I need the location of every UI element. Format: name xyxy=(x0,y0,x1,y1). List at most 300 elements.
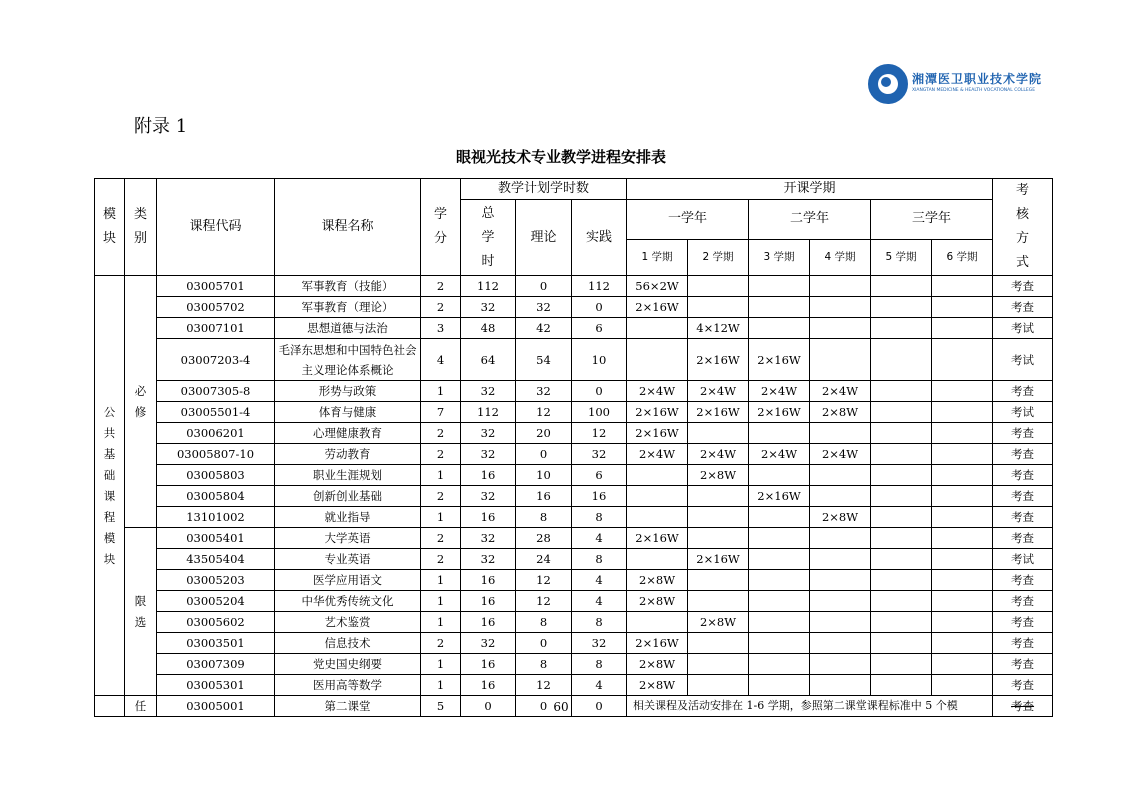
course-name: 医学应用语文 xyxy=(275,570,421,591)
semester-5 xyxy=(871,381,932,402)
semester-note: 相关课程及活动安排在 1-6 学期，参照第二课堂课程标准中 5 个模 xyxy=(627,696,993,717)
course-code: 03007203-4 xyxy=(157,339,275,381)
credit: 1 xyxy=(421,654,461,675)
semester-6 xyxy=(932,276,993,297)
header-year3: 三学年 xyxy=(871,200,993,240)
total-hours: 32 xyxy=(461,486,516,507)
semester-4 xyxy=(810,612,871,633)
credit: 2 xyxy=(421,297,461,318)
practice-hours: 8 xyxy=(572,654,627,675)
practice-hours: 4 xyxy=(572,570,627,591)
semester-5 xyxy=(871,675,932,696)
theory-hours: 0 xyxy=(516,696,572,717)
semester-1: 2×16W xyxy=(627,423,688,444)
exam-method: 考查 xyxy=(993,612,1053,633)
table-row xyxy=(95,381,1053,402)
header-name: 课程名称 xyxy=(275,179,421,276)
table-row xyxy=(95,423,1053,444)
semester-2: 2×16W xyxy=(688,549,749,570)
semester-2 xyxy=(688,675,749,696)
credit: 1 xyxy=(421,612,461,633)
semester-2: 2×8W xyxy=(688,465,749,486)
course-name: 艺术鉴赏 xyxy=(275,612,421,633)
header-sem3: 3 学期 xyxy=(749,239,810,276)
course-code: 43505404 xyxy=(157,549,275,570)
total-hours: 32 xyxy=(461,549,516,570)
semester-4 xyxy=(810,528,871,549)
semester-3 xyxy=(749,570,810,591)
semester-2: 2×16W xyxy=(688,339,749,381)
category-required-cell: 必 修 xyxy=(125,276,157,528)
semester-5 xyxy=(871,423,932,444)
semester-1: 56×2W xyxy=(627,276,688,297)
course-code: 03005001 xyxy=(157,696,275,717)
semester-6 xyxy=(932,507,993,528)
semester-3 xyxy=(749,675,810,696)
semester-2: 2×4W xyxy=(688,444,749,465)
semester-2 xyxy=(688,591,749,612)
practice-hours: 10 xyxy=(572,339,627,381)
theory-hours: 28 xyxy=(516,528,572,549)
total-hours: 32 xyxy=(461,297,516,318)
credit: 1 xyxy=(421,507,461,528)
semester-6 xyxy=(932,486,993,507)
total-hours: 16 xyxy=(461,570,516,591)
semester-3 xyxy=(749,591,810,612)
exam-method: 考查 xyxy=(993,528,1053,549)
theory-hours: 20 xyxy=(516,423,572,444)
semester-6 xyxy=(932,675,993,696)
semester-2 xyxy=(688,633,749,654)
course-code: 03005701 xyxy=(157,276,275,297)
semester-1: 2×16W xyxy=(627,528,688,549)
semester-4 xyxy=(810,486,871,507)
course-code: 03005807-10 xyxy=(157,444,275,465)
course-code: 03005602 xyxy=(157,612,275,633)
semester-2 xyxy=(688,423,749,444)
semester-6 xyxy=(932,654,993,675)
table-row xyxy=(95,528,1053,549)
semester-1: 2×16W xyxy=(627,297,688,318)
header-code: 课程代码 xyxy=(157,179,275,276)
theory-hours: 42 xyxy=(516,318,572,339)
credit: 2 xyxy=(421,486,461,507)
exam-method: 考查 xyxy=(993,591,1053,612)
course-name: 医用高等数学 xyxy=(275,675,421,696)
semester-6 xyxy=(932,318,993,339)
semester-2: 2×4W xyxy=(688,381,749,402)
semester-1: 2×8W xyxy=(627,591,688,612)
semester-4 xyxy=(810,276,871,297)
total-hours: 16 xyxy=(461,507,516,528)
theory-hours: 0 xyxy=(516,276,572,297)
semester-3 xyxy=(749,549,810,570)
total-hours: 16 xyxy=(461,465,516,486)
credit: 4 xyxy=(421,339,461,381)
course-code: 03005501-4 xyxy=(157,402,275,423)
semester-2 xyxy=(688,486,749,507)
semester-4 xyxy=(810,339,871,381)
total-hours: 112 xyxy=(461,402,516,423)
semester-3: 2×16W xyxy=(749,486,810,507)
semester-6 xyxy=(932,423,993,444)
header-sem2: 2 学期 xyxy=(688,239,749,276)
semester-3: 2×4W xyxy=(749,381,810,402)
credit: 7 xyxy=(421,402,461,423)
course-code: 03006201 xyxy=(157,423,275,444)
theory-hours: 32 xyxy=(516,297,572,318)
exam-method: 考查 xyxy=(993,696,1053,717)
semester-6 xyxy=(932,633,993,654)
practice-hours: 8 xyxy=(572,612,627,633)
practice-hours: 112 xyxy=(572,276,627,297)
semester-1 xyxy=(627,318,688,339)
semester-5 xyxy=(871,297,932,318)
semester-6 xyxy=(932,549,993,570)
header-semester-schedule: 开课学期 xyxy=(627,179,993,200)
course-name: 职业生涯规划 xyxy=(275,465,421,486)
theory-hours: 8 xyxy=(516,507,572,528)
semester-2 xyxy=(688,654,749,675)
total-hours: 16 xyxy=(461,612,516,633)
course-name: 思想道德与法治 xyxy=(275,318,421,339)
semester-3 xyxy=(749,654,810,675)
credit: 3 xyxy=(421,318,461,339)
credit: 1 xyxy=(421,591,461,612)
category-elective-cell: 任 xyxy=(125,696,157,717)
credit: 1 xyxy=(421,465,461,486)
semester-3 xyxy=(749,612,810,633)
credit: 1 xyxy=(421,570,461,591)
total-hours: 32 xyxy=(461,444,516,465)
course-code: 03005702 xyxy=(157,297,275,318)
table-row xyxy=(95,549,1053,570)
semester-1: 2×8W xyxy=(627,675,688,696)
document-title: 眼视光技术专业教学进程安排表 xyxy=(455,148,666,166)
exam-method: 考查 xyxy=(993,507,1053,528)
semester-5 xyxy=(871,612,932,633)
table-body xyxy=(95,276,1053,717)
semester-1: 2×16W xyxy=(627,402,688,423)
exam-method: 考查 xyxy=(993,276,1053,297)
table-row xyxy=(95,633,1053,654)
credit: 2 xyxy=(421,528,461,549)
credit: 2 xyxy=(421,276,461,297)
semester-2 xyxy=(688,528,749,549)
semester-5 xyxy=(871,654,932,675)
course-name: 形势与政策 xyxy=(275,381,421,402)
theory-hours: 8 xyxy=(516,612,572,633)
semester-4 xyxy=(810,549,871,570)
total-hours: 16 xyxy=(461,591,516,612)
header-module: 模 块 xyxy=(95,179,125,276)
course-name: 专业英语 xyxy=(275,549,421,570)
semester-1 xyxy=(627,612,688,633)
course-name: 第二课堂 xyxy=(275,696,421,717)
semester-4: 2×4W xyxy=(810,381,871,402)
semester-3: 2×16W xyxy=(749,339,810,381)
semester-3 xyxy=(749,633,810,654)
semester-4 xyxy=(810,570,871,591)
semester-3 xyxy=(749,276,810,297)
header-category: 类 别 xyxy=(125,179,157,276)
logo-emblem-center xyxy=(881,77,891,87)
semester-5 xyxy=(871,570,932,591)
credit: 2 xyxy=(421,423,461,444)
table-row xyxy=(95,612,1053,633)
page-number: 60 xyxy=(553,700,569,714)
course-name: 心理健康教育 xyxy=(275,423,421,444)
semester-1 xyxy=(627,507,688,528)
semester-5 xyxy=(871,444,932,465)
semester-4 xyxy=(810,465,871,486)
semester-4 xyxy=(810,423,871,444)
table-row xyxy=(95,507,1053,528)
exam-method: 考查 xyxy=(993,297,1053,318)
exam-method: 考试 xyxy=(993,402,1053,423)
total-hours: 0 xyxy=(461,696,516,717)
total-hours: 16 xyxy=(461,675,516,696)
table-row xyxy=(95,444,1053,465)
semester-6 xyxy=(932,297,993,318)
course-name: 党史国史纲要 xyxy=(275,654,421,675)
theory-hours: 54 xyxy=(516,339,572,381)
course-name: 军事教育（技能） xyxy=(275,276,421,297)
semester-3 xyxy=(749,423,810,444)
header-exam-method: 考 核 方 式 xyxy=(993,179,1053,276)
exam-method: 考查 xyxy=(993,444,1053,465)
course-name: 体育与健康 xyxy=(275,402,421,423)
theory-hours: 12 xyxy=(516,591,572,612)
practice-hours: 4 xyxy=(572,528,627,549)
semester-2: 4×12W xyxy=(688,318,749,339)
header-hours-plan: 教学计划学时数 xyxy=(461,179,627,200)
exam-method: 考查 xyxy=(993,570,1053,591)
semester-4: 2×8W xyxy=(810,402,871,423)
theory-hours: 12 xyxy=(516,402,572,423)
header-theory: 理论 xyxy=(516,200,572,276)
exam-method: 考试 xyxy=(993,549,1053,570)
semester-3 xyxy=(749,528,810,549)
course-code: 03003501 xyxy=(157,633,275,654)
semester-1: 2×4W xyxy=(627,381,688,402)
header-sem1: 1 学期 xyxy=(627,239,688,276)
semester-1: 2×8W xyxy=(627,570,688,591)
total-hours: 32 xyxy=(461,633,516,654)
semester-2: 2×8W xyxy=(688,612,749,633)
practice-hours: 0 xyxy=(572,297,627,318)
semester-5 xyxy=(871,549,932,570)
semester-6 xyxy=(932,528,993,549)
semester-2 xyxy=(688,297,749,318)
credit: 2 xyxy=(421,549,461,570)
total-hours: 16 xyxy=(461,654,516,675)
schedule-table xyxy=(94,178,1053,717)
semester-1: 2×4W xyxy=(627,444,688,465)
semester-4: 2×8W xyxy=(810,507,871,528)
header-year2: 二学年 xyxy=(749,200,871,240)
course-code: 03005301 xyxy=(157,675,275,696)
table-row xyxy=(95,276,1053,297)
header-sem4: 4 学期 xyxy=(810,239,871,276)
exam-method: 考查 xyxy=(993,633,1053,654)
total-hours: 32 xyxy=(461,528,516,549)
semester-4: 2×4W xyxy=(810,444,871,465)
exam-method: 考查 xyxy=(993,381,1053,402)
total-hours: 32 xyxy=(461,381,516,402)
credit: 2 xyxy=(421,444,461,465)
course-name: 创新创业基础 xyxy=(275,486,421,507)
semester-4 xyxy=(810,297,871,318)
semester-4 xyxy=(810,591,871,612)
course-name: 军事教育（理论） xyxy=(275,297,421,318)
course-name: 大学英语 xyxy=(275,528,421,549)
semester-1: 2×16W xyxy=(627,633,688,654)
theory-hours: 0 xyxy=(516,633,572,654)
table-row xyxy=(95,591,1053,612)
semester-6 xyxy=(932,612,993,633)
semester-5 xyxy=(871,465,932,486)
semester-1 xyxy=(627,486,688,507)
semester-5 xyxy=(871,486,932,507)
credit: 1 xyxy=(421,675,461,696)
practice-hours: 16 xyxy=(572,486,627,507)
practice-hours: 0 xyxy=(572,381,627,402)
practice-hours: 6 xyxy=(572,318,627,339)
theory-hours: 12 xyxy=(516,570,572,591)
exam-method: 考查 xyxy=(993,675,1053,696)
semester-5 xyxy=(871,402,932,423)
college-logo xyxy=(868,64,1043,104)
semester-2: 2×16W xyxy=(688,402,749,423)
theory-hours: 10 xyxy=(516,465,572,486)
category-limited-cell: 限 选 xyxy=(125,528,157,696)
module-cell: 公 共 基 础 课 程 模 块 xyxy=(95,276,125,696)
semester-6 xyxy=(932,402,993,423)
exam-method: 考查 xyxy=(993,423,1053,444)
practice-hours: 4 xyxy=(572,675,627,696)
semester-6 xyxy=(932,570,993,591)
semester-1 xyxy=(627,339,688,381)
semester-1 xyxy=(627,465,688,486)
semester-3 xyxy=(749,507,810,528)
course-name: 毛泽东思想和中国特色社会主义理论体系概论 xyxy=(275,339,421,381)
header-sem6: 6 学期 xyxy=(932,239,993,276)
table-row xyxy=(95,402,1053,423)
course-name: 劳动教育 xyxy=(275,444,421,465)
exam-method: 考查 xyxy=(993,486,1053,507)
header-total-hours: 总 学 时 xyxy=(461,200,516,276)
semester-5 xyxy=(871,339,932,381)
table-row xyxy=(95,570,1053,591)
semester-5 xyxy=(871,507,932,528)
semester-5 xyxy=(871,591,932,612)
table-row xyxy=(95,297,1053,318)
table-row xyxy=(95,675,1053,696)
course-code: 03005204 xyxy=(157,591,275,612)
semester-6 xyxy=(932,339,993,381)
table-row xyxy=(95,339,1053,381)
course-name: 中华优秀传统文化 xyxy=(275,591,421,612)
table-header xyxy=(95,179,1053,276)
exam-method: 考查 xyxy=(993,654,1053,675)
semester-3 xyxy=(749,297,810,318)
exam-method: 考查 xyxy=(993,465,1053,486)
semester-4 xyxy=(810,675,871,696)
appendix-label: 附录 1 xyxy=(134,116,188,137)
exam-method: 考试 xyxy=(993,318,1053,339)
semester-5 xyxy=(871,633,932,654)
course-name: 就业指导 xyxy=(275,507,421,528)
theory-hours: 0 xyxy=(516,444,572,465)
course-code: 03005401 xyxy=(157,528,275,549)
total-hours: 32 xyxy=(461,423,516,444)
semester-5 xyxy=(871,528,932,549)
logo-english: XIANGTAN MEDICINE & HEALTH VOCATIONAL COLLEGE xyxy=(912,88,1036,93)
theory-hours: 12 xyxy=(516,675,572,696)
semester-3: 2×4W xyxy=(749,444,810,465)
course-code: 03007309 xyxy=(157,654,275,675)
table-row xyxy=(95,318,1053,339)
theory-hours: 16 xyxy=(516,486,572,507)
theory-hours: 32 xyxy=(516,381,572,402)
course-code: 03007305-8 xyxy=(157,381,275,402)
semester-4 xyxy=(810,654,871,675)
course-code: 03005803 xyxy=(157,465,275,486)
practice-hours: 6 xyxy=(572,465,627,486)
semester-1: 2×8W xyxy=(627,654,688,675)
practice-hours: 8 xyxy=(572,549,627,570)
total-hours: 48 xyxy=(461,318,516,339)
semester-5 xyxy=(871,318,932,339)
theory-hours: 8 xyxy=(516,654,572,675)
practice-hours: 12 xyxy=(572,423,627,444)
theory-hours: 24 xyxy=(516,549,572,570)
semester-4 xyxy=(810,633,871,654)
table-row xyxy=(95,465,1053,486)
semester-6 xyxy=(932,591,993,612)
semester-3: 2×16W xyxy=(749,402,810,423)
semester-3 xyxy=(749,465,810,486)
credit: 2 xyxy=(421,633,461,654)
semester-6 xyxy=(932,444,993,465)
header-practice: 实践 xyxy=(572,200,627,276)
semester-2 xyxy=(688,276,749,297)
total-hours: 64 xyxy=(461,339,516,381)
semester-1 xyxy=(627,549,688,570)
logo-name: 湘潭医卫职业技术学院 xyxy=(912,72,1043,86)
semester-2 xyxy=(688,507,749,528)
table-row xyxy=(95,654,1053,675)
course-name: 信息技术 xyxy=(275,633,421,654)
course-code: 03005804 xyxy=(157,486,275,507)
course-code: 03005203 xyxy=(157,570,275,591)
practice-hours: 32 xyxy=(572,633,627,654)
course-code: 13101002 xyxy=(157,507,275,528)
semester-6 xyxy=(932,381,993,402)
semester-6 xyxy=(932,465,993,486)
semester-2 xyxy=(688,570,749,591)
practice-hours: 32 xyxy=(572,444,627,465)
course-code: 03007101 xyxy=(157,318,275,339)
exam-method: 考试 xyxy=(993,339,1053,381)
credit: 5 xyxy=(421,696,461,717)
practice-hours: 100 xyxy=(572,402,627,423)
semester-4 xyxy=(810,318,871,339)
total-hours: 112 xyxy=(461,276,516,297)
header-sem5: 5 学期 xyxy=(871,239,932,276)
practice-hours: 8 xyxy=(572,507,627,528)
